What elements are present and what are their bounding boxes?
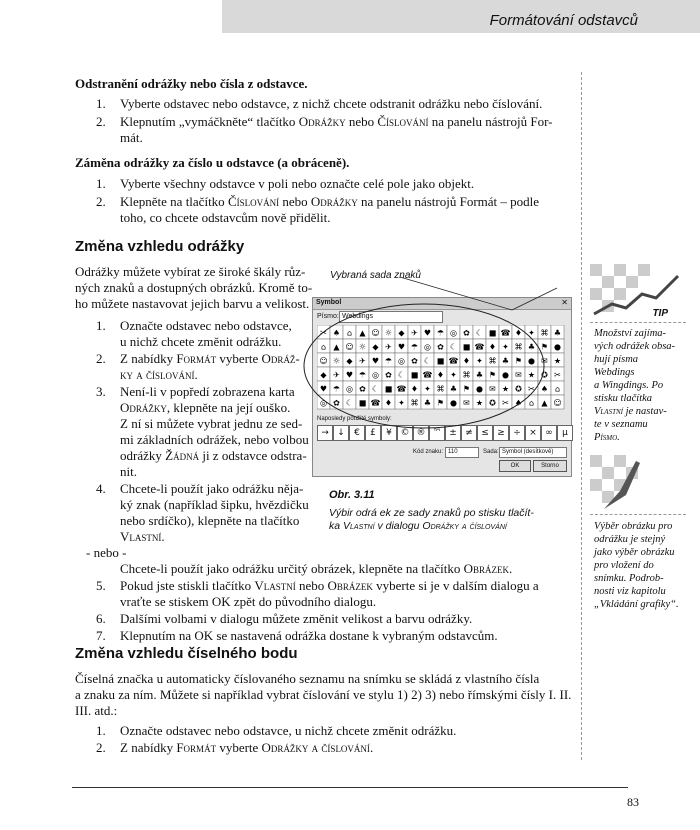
symbol-glyph: ■ — [488, 328, 497, 338]
symbol-glyph: ✈ — [385, 342, 392, 352]
symbol-glyph: ♣ — [475, 370, 484, 380]
symbol-glyph: ⚑ — [488, 370, 497, 380]
num-intro-line: III. atd.: — [75, 703, 118, 718]
list-item-cont: nit. — [120, 464, 137, 479]
symbol-glyph: ☎ — [448, 356, 459, 366]
symbol-glyph: ● — [502, 370, 509, 380]
symbol-glyph: ✿ — [411, 356, 418, 366]
symbol-glyph: ☺ — [371, 328, 380, 338]
list-item-cont: mát. — [120, 130, 143, 145]
symbol-glyph: ☼ — [332, 356, 341, 366]
symbol-glyph: ◆ — [320, 370, 327, 380]
symbol-glyph: ♥ — [423, 328, 432, 338]
list-item: Z nabídky Formát vyberte Odráž- — [120, 351, 300, 366]
list-item: Klepněte na tlačítko Číslování nebo Odrážky na panelu nástrojů Formát – podle — [120, 194, 540, 209]
pen-icon — [590, 455, 686, 513]
symbol-glyph: ☎ — [500, 328, 511, 338]
intro-line: ho můžete nastavovat jejich barvu a velikost. — [75, 296, 310, 311]
list-number: 1. — [96, 96, 106, 111]
symbol-glyph: ♣ — [449, 384, 458, 394]
symbol-glyph: ⌘ — [410, 398, 419, 408]
symbol-glyph: ♦ — [384, 398, 393, 408]
font-label: Písmo: — [317, 313, 339, 320]
symbol-glyph: ♣ — [527, 342, 536, 352]
chapter-title: Formátování odstavců — [489, 12, 638, 29]
symbol-glyph: ☎ — [396, 384, 407, 394]
recent-symbol[interactable]: £ — [365, 425, 381, 441]
symbol-glyph: ♦ — [436, 370, 445, 380]
symbol-glyph: ⚑ — [514, 356, 523, 366]
from-select[interactable]: Symbol (desítkově) — [499, 447, 567, 458]
symbol-glyph: ◆ — [398, 328, 405, 338]
tip-graphic — [590, 264, 686, 322]
margin-divider — [581, 72, 582, 760]
list-item-cont: vraťte se stiskem OK zpět do původního dialogu. — [120, 594, 377, 609]
list-number: 6. — [96, 611, 106, 626]
tip-text-2: Výběr obrázku pro odrážku je stejný jako výběr obrázku pro vložení do snímku. Podrob- nosti viz kapitolu „Vkládání grafiky“. — [594, 521, 679, 610]
symbol-glyph: ◎ — [424, 342, 431, 352]
checker-icon — [590, 264, 686, 322]
list-item: Z nabídky Formát vyberte Odrážky a číslování. — [120, 740, 374, 755]
symbol-glyph: ✉ — [489, 384, 496, 394]
list-item: Označte odstavec nebo odstavce, — [120, 318, 292, 333]
symbol-glyph: ♣ — [553, 328, 562, 338]
ok-button[interactable]: OK — [499, 460, 531, 472]
symbol-glyph: ⚑ — [436, 398, 445, 408]
or-separator: - nebo - — [86, 545, 127, 560]
tip-text-1: Množství zajíma- vých odrážek obsa- hují písma Webdings a Wingdings. Po stisku tlačítka Vlastní je nastav- te v seznamu Písmo. — [594, 328, 676, 443]
recent-symbol[interactable]: µ — [557, 425, 573, 441]
symbol-glyph: ◆ — [372, 342, 379, 352]
highlight-ellipse — [304, 304, 544, 428]
symbol-glyph: ♥ — [345, 370, 354, 380]
symbol-glyph: ▲ — [333, 342, 340, 352]
list-item-alt: Chcete-li použít jako odrážku určitý obrázek, klepněte na tlačítko Obrázek. — [120, 561, 513, 576]
symbol-glyph: ☎ — [422, 370, 433, 380]
code-label: Kód znaku: — [413, 449, 444, 455]
symbol-glyph: ◆ — [346, 356, 353, 366]
symbol-glyph: ☂ — [332, 384, 341, 394]
note-divider — [590, 514, 686, 515]
list-item: Není-li v popředí zobrazena karta — [120, 384, 295, 399]
symbol-glyph: ✦ — [476, 356, 483, 366]
recent-label: Naposledy použité symboly: — [317, 416, 392, 422]
symbol-glyph: ☾ — [397, 370, 406, 380]
symbol-glyph: ● — [450, 398, 457, 408]
symbol-glyph: ⌘ — [488, 356, 497, 366]
symbol-glyph: ☂ — [358, 370, 367, 380]
symbol-glyph: ◎ — [450, 328, 457, 338]
symbol-glyph: ★ — [553, 356, 562, 366]
symbol-glyph: ⌘ — [540, 328, 549, 338]
recent-symbol[interactable]: ® — [413, 425, 429, 441]
symbol-glyph: ☾ — [449, 342, 458, 352]
symbol-glyph: ✦ — [424, 384, 431, 394]
symbol-glyph: ■ — [410, 370, 419, 380]
symbol-glyph: ☂ — [384, 356, 393, 366]
list-item-cont: odrážky Žádná ji z odstavce odstra- — [120, 448, 307, 463]
symbol-glyph: ♥ — [319, 384, 328, 394]
symbol-glyph: ✉ — [541, 356, 548, 366]
symbol-glyph: ☺ — [345, 342, 354, 352]
symbol-glyph: ☺ — [319, 356, 328, 366]
symbol-glyph: ● — [528, 356, 535, 366]
symbol-glyph: ☎ — [370, 398, 381, 408]
code-input[interactable]: 110 — [445, 447, 479, 458]
close-icon[interactable]: ✕ — [561, 298, 568, 307]
list-number: 1. — [96, 176, 106, 191]
list-item: Klepnutím „vymáčkněte“ tlačítko Odrážky nebo Číslování na panelu nástrojů For- — [120, 114, 553, 129]
recent-symbol[interactable]: → — [317, 425, 333, 441]
list-item-cont: Vlastní. — [120, 529, 165, 544]
symbol-glyph: ✪ — [541, 370, 548, 380]
recent-symbol[interactable]: ≤ — [477, 425, 493, 441]
cancel-button[interactable]: Storno — [533, 460, 567, 472]
symbol-glyph: ✂ — [528, 384, 535, 394]
symbol-glyph: ◎ — [398, 356, 405, 366]
symbol-glyph: ■ — [462, 342, 471, 352]
symbol-glyph: ♦ — [410, 384, 419, 394]
symbol-glyph: ♣ — [501, 356, 510, 366]
symbol-glyph: ☼ — [358, 342, 367, 352]
symbol-glyph: ▲ — [541, 398, 548, 408]
intro-line: ných znaků a dostupných obrázků. Kromě to- — [75, 280, 313, 295]
symbol-glyph: ✿ — [333, 398, 340, 408]
list-item: Klepnutím na OK se nastavená odrážka dostane k vybraným odstavcům. — [120, 628, 498, 643]
symbol-glyph: ⌂ — [554, 384, 561, 394]
list-number: 1. — [96, 318, 106, 333]
list-item: Vyberte všechny odstavce v poli nebo označte celé pole jako objekt. — [120, 176, 475, 191]
page-number: 83 — [627, 795, 639, 809]
recent-symbol[interactable]: ↓ — [333, 425, 349, 441]
list-item-cont: u nichž chcete změnit odrážku. — [120, 334, 282, 349]
symbol-glyph: ✉ — [463, 398, 470, 408]
symbol-glyph: ◎ — [320, 398, 327, 408]
symbol-glyph: ★ — [475, 398, 484, 408]
figure-annotation — [300, 270, 580, 460]
symbol-glyph: ✦ — [450, 370, 457, 380]
symbol-glyph: ✿ — [385, 370, 392, 380]
symbol-glyph: ☾ — [423, 356, 432, 366]
symbol-glyph: ☂ — [436, 328, 445, 338]
note-graphic — [590, 455, 686, 513]
symbol-glyph: ♦ — [514, 328, 523, 338]
recent-symbol[interactable]: ™ — [429, 425, 445, 441]
recent-symbol[interactable]: © — [397, 425, 413, 441]
symbol-glyph: ✪ — [489, 398, 496, 408]
symbol-glyph: ⌘ — [462, 370, 471, 380]
symbol-glyph: ⌘ — [436, 384, 445, 394]
list-item: Označte odstavec nebo odstavce, u nichž chcete změnit odrážku. — [120, 723, 457, 738]
callout-line — [400, 277, 512, 310]
symbol-glyph: ✿ — [359, 384, 366, 394]
subheading-remove-bullet: Odstranění odrážky nebo čísla z odstavce. — [75, 76, 308, 91]
symbol-glyph: ◎ — [346, 384, 353, 394]
recent-symbol[interactable]: € — [349, 425, 365, 441]
symbol-glyph: ⚑ — [462, 384, 471, 394]
symbol-glyph: ♠ — [540, 384, 549, 394]
symbol-glyph: ✂ — [320, 328, 327, 338]
list-item-cont: toho, co chcete odstavcům nově přidělit. — [120, 210, 331, 225]
symbol-glyph: ♥ — [397, 342, 406, 352]
callout-line — [512, 288, 557, 310]
symbol-glyph: ▲ — [359, 328, 366, 338]
symbol-glyph: ☾ — [345, 398, 354, 408]
figure-number: Obr. 3.11 — [329, 489, 375, 501]
recent-symbol[interactable]: ∞ — [541, 425, 557, 441]
symbol-glyph: ⚑ — [540, 342, 549, 352]
symbol-glyph: ☺ — [553, 398, 562, 408]
heading-bullet-look: Změna vzhledu odrážky — [75, 238, 245, 255]
symbol-glyph: ✂ — [554, 370, 561, 380]
list-number: 4. — [96, 481, 106, 496]
symbol-glyph: ☂ — [410, 342, 419, 352]
symbol-glyph: ⌘ — [514, 342, 523, 352]
symbol-glyph: ♣ — [423, 398, 432, 408]
num-intro-line: a znaku za ním. Můžete si například vybrat číslování ve stylu 1) 2) 3) nebo římskými čísly I. II. — [75, 687, 572, 702]
symbol-glyph: ♠ — [514, 398, 523, 408]
symbol-glyph: ☎ — [474, 342, 485, 352]
list-item: Vyberte odstavec nebo odstavce, z nichž chcete odstranit odrážku nebo číslování. — [120, 96, 543, 111]
list-number: 2. — [96, 114, 106, 129]
dialog-title: Symbol — [316, 299, 342, 306]
symbol-glyph: ☾ — [371, 384, 380, 394]
symbol-glyph: ✦ — [398, 398, 405, 408]
symbol-glyph: ✿ — [463, 328, 470, 338]
num-intro-line: Číselná značka u automaticky číslovaného seznamu na snímku se skládá z vlastního čísla — [75, 671, 540, 686]
symbol-glyph: ★ — [501, 384, 510, 394]
list-item-cont: ký znak (například šipku, hvězdičku — [120, 497, 309, 512]
symbol-glyph: ☼ — [384, 328, 393, 338]
symbol-glyph: ♠ — [332, 328, 341, 338]
list-number: 5. — [96, 578, 106, 593]
symbol-glyph: ✂ — [502, 398, 509, 408]
heading-number-look: Změna vzhledu číselného bodu — [75, 645, 298, 662]
list-item-cont: Odrážky, klepněte na její ouško. — [120, 400, 291, 415]
symbol-glyph: ✦ — [502, 342, 509, 352]
list-item-cont: mi základních odrážek, nebo volbou — [120, 432, 309, 447]
symbol-glyph: ⌂ — [528, 398, 535, 408]
recent-symbol[interactable]: ± — [445, 425, 461, 441]
symbol-glyph: ✦ — [528, 328, 535, 338]
footer-rule — [72, 787, 628, 788]
list-number: 1. — [96, 723, 106, 738]
recent-symbol[interactable]: ÷ — [509, 425, 525, 441]
tip-label: TIP — [652, 308, 668, 319]
list-item-cont: nebo srdíčko), klepněte na tlačítko — [120, 513, 300, 528]
recent-symbol[interactable]: ≠ — [461, 425, 477, 441]
list-number: 2. — [96, 351, 106, 366]
list-item: Pokud jste stiskli tlačítko Vlastní nebo Obrázek vyberte si je v dalším dialogu a — [120, 578, 539, 593]
recent-symbol[interactable]: × — [525, 425, 541, 441]
from-label: Sada: — [483, 449, 499, 455]
symbol-glyph: ◎ — [372, 370, 379, 380]
symbol-glyph: ✪ — [515, 384, 522, 394]
subheading-swap: Záměna odrážky za číslo u odstavce (a obráceně). — [75, 155, 350, 170]
symbol-glyph: ✿ — [437, 342, 444, 352]
list-number: 3. — [96, 384, 106, 399]
running-header — [222, 0, 700, 33]
figure-callout: Vybraná sada znaků — [330, 270, 421, 281]
recent-symbol[interactable]: ≥ — [493, 425, 509, 441]
symbol-glyph: ⌂ — [320, 342, 327, 352]
list-number: 2. — [96, 194, 106, 209]
symbol-glyph: ★ — [527, 370, 536, 380]
symbol-glyph: ■ — [358, 398, 367, 408]
symbol-glyph: ✉ — [515, 370, 522, 380]
symbol-glyph: ● — [554, 342, 561, 352]
list-item: Dalšími volbami v dialogu můžete změnit velikost a barvu odrážky. — [120, 611, 473, 626]
symbol-glyph: ⌂ — [346, 328, 353, 338]
list-item-cont: Z ní si můžete vybrat jednu ze sed- — [120, 416, 303, 431]
tip-divider — [590, 322, 686, 323]
symbol-glyph: ✈ — [359, 356, 366, 366]
symbol-glyph: ■ — [436, 356, 445, 366]
symbol-glyph: ♥ — [371, 356, 380, 366]
symbol-glyph: ♦ — [462, 356, 471, 366]
list-number: 2. — [96, 740, 106, 755]
symbol-glyph: ✈ — [411, 328, 418, 338]
symbol-glyph: ● — [476, 384, 483, 394]
symbol-glyph: ☾ — [475, 328, 484, 338]
list-number: 7. — [96, 628, 106, 643]
recent-symbol[interactable]: ¥ — [381, 425, 397, 441]
symbol-glyph: ♦ — [488, 342, 497, 352]
intro-line: Odrážky můžete vybírat ze široké škály růz- — [75, 264, 306, 279]
symbol-glyph: ✈ — [333, 370, 340, 380]
font-select[interactable]: Webdings — [339, 311, 443, 323]
symbol-glyph: ■ — [384, 384, 393, 394]
list-item-cont: ky a číslování. — [120, 367, 198, 382]
list-item: Chcete-li použít jako odrážku něja- — [120, 481, 304, 496]
figure-caption: Výbir odrá ek ze sady znaků po stisku tlačít- ka Vlastní v dialogu Odrážky a číslování — [329, 507, 534, 532]
